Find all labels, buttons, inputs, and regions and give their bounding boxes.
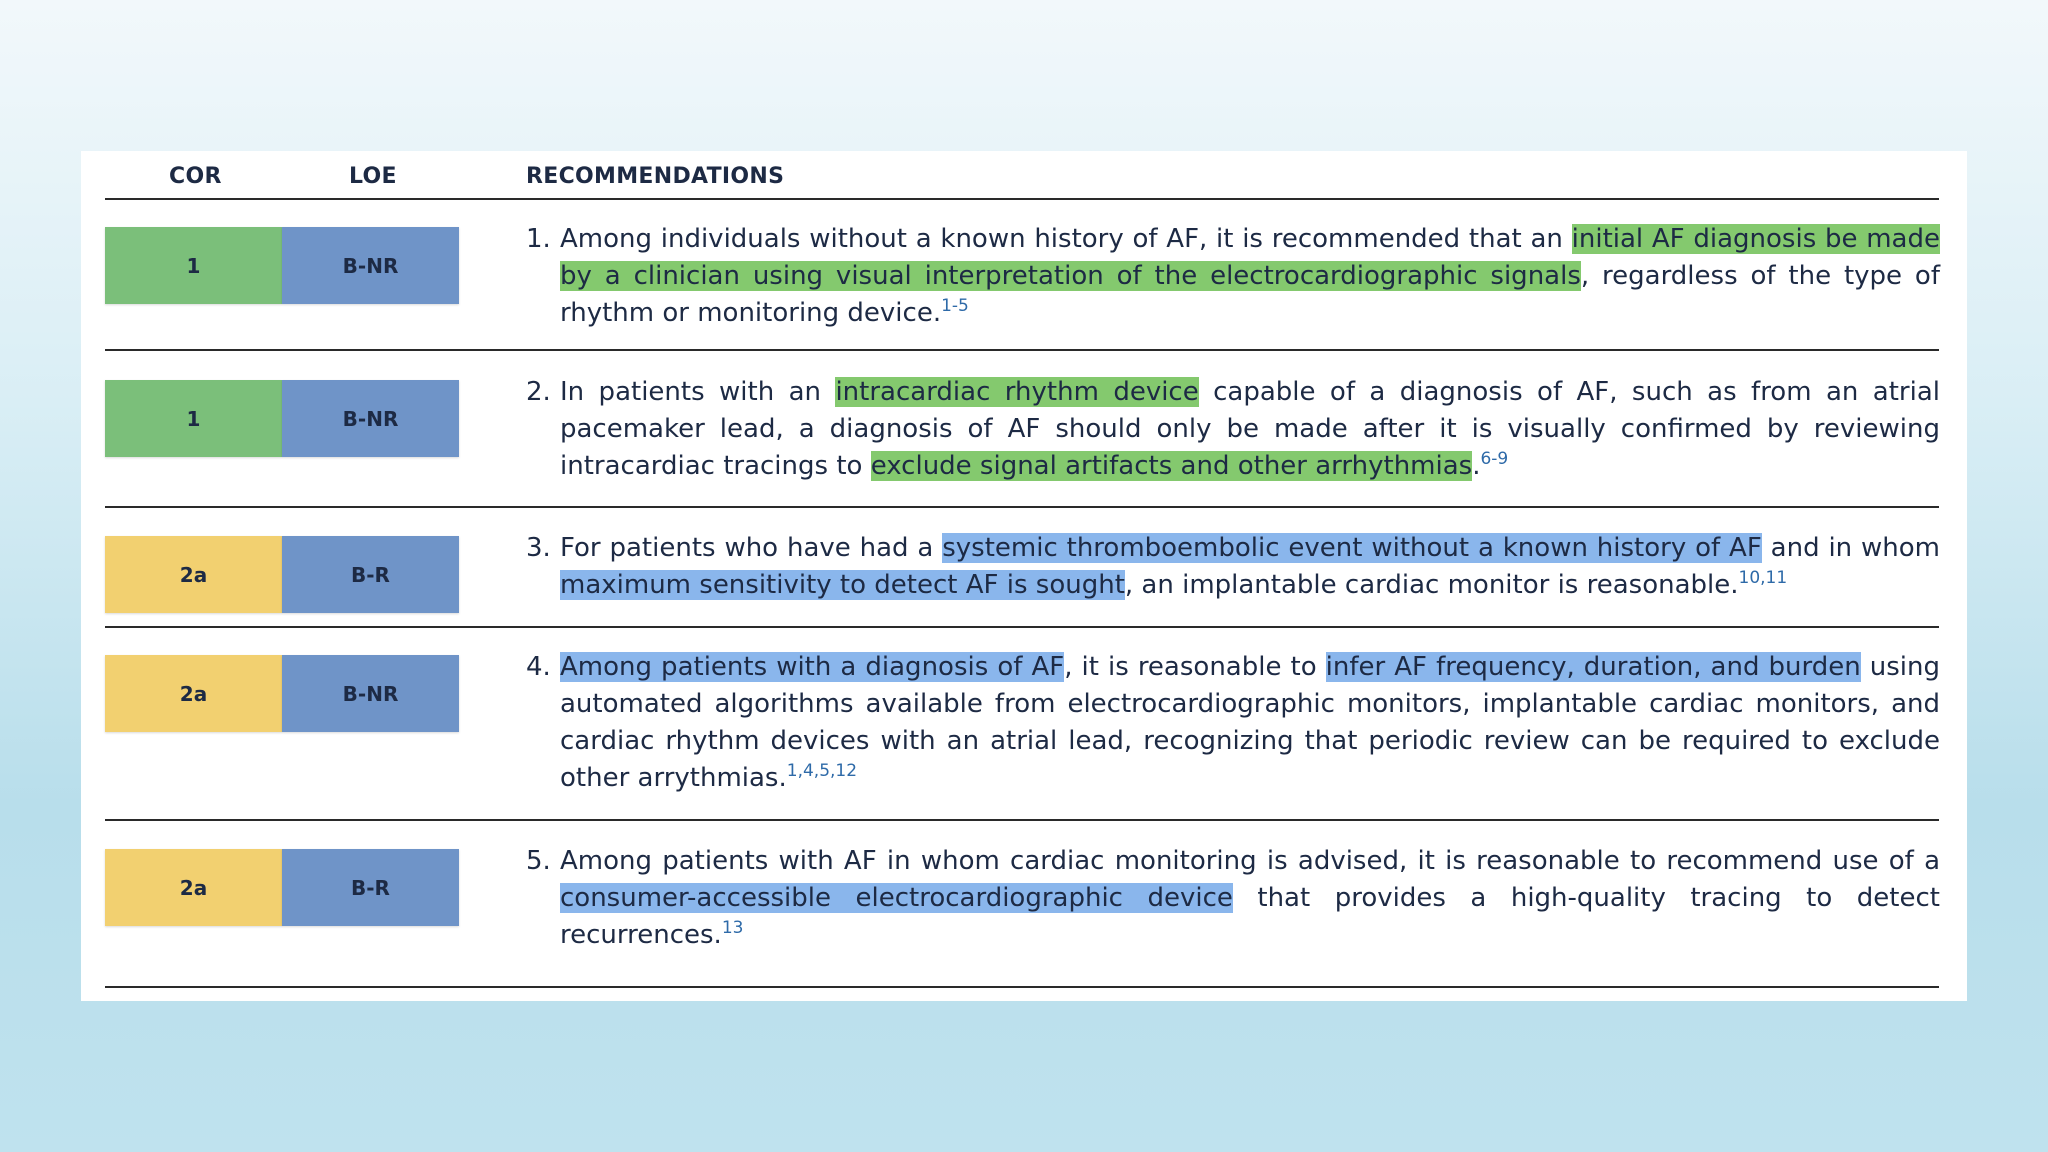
- text-segment: , it is reasonable to: [1064, 652, 1326, 682]
- row-divider: [105, 349, 1939, 351]
- cor-badge: 2a: [105, 655, 282, 732]
- recommendation-number: 5.: [526, 846, 551, 876]
- recommendation-text: [560, 843, 1940, 954]
- table-header: [81, 151, 1967, 199]
- text-segment: that provides a high-quality tracing to detect recurrences.: [560, 883, 1940, 950]
- text-segment: In patients with an: [560, 377, 836, 407]
- highlighted-text: systemic thromboembolic event without a known history of AF: [942, 533, 1762, 563]
- cor-badge: 2a: [105, 536, 282, 613]
- text-segment: Among individuals without a known history of AF, it is recommended that an: [560, 224, 1572, 254]
- text-segment: using automated algorithms available from electrocardiographic monitors, implantable cardiac monitors, and cardiac rhythm devices with an atrial lead, recognizing that periodic review can be required to exclude other arrythmias.: [560, 652, 1940, 793]
- recommendation-text: [560, 221, 1940, 332]
- highlighted-text: infer AF frequency, duration, and burden: [1325, 652, 1861, 682]
- highlighted-text: intracardiac rhythm device: [835, 377, 1199, 407]
- header-recommendations: RECOMMENDATIONS: [526, 164, 785, 189]
- highlighted-text: exclude signal artifacts and other arrhythmias: [870, 451, 1473, 481]
- text-segment: .: [1472, 451, 1481, 481]
- highlighted-text: Among patients with a diagnosis of AF: [560, 652, 1065, 682]
- loe-badge: B-NR: [282, 227, 459, 304]
- recommendations-table: [81, 151, 1967, 1001]
- highlighted-text: maximum sensitivity to detect AF is sought: [560, 570, 1125, 600]
- text-segment: Among patients with AF in whom cardiac monitoring is advised, it is reasonable to recommend use of a: [560, 846, 1940, 876]
- cor-badge: 1: [105, 380, 282, 457]
- citation-reference: 1,4,5,12: [786, 761, 858, 781]
- citation-reference: 6-9: [1480, 449, 1509, 469]
- loe-badge: B-R: [282, 849, 459, 926]
- highlighted-text: initial AF diagnosis be made by a clinician using visual interpretation of the electrocardiographic signals: [560, 224, 1940, 291]
- recommendation-text: [560, 649, 1940, 797]
- text-segment: , an implantable cardiac monitor is reasonable.: [1124, 570, 1739, 600]
- citation-reference: 1-5: [941, 296, 969, 316]
- row-divider: [105, 626, 1939, 628]
- text-segment: capable of a diagnosis of AF, such as from an atrial pacemaker lead, a diagnosis of AF should only be made after it is visually confirmed by reviewing intracardiac tracings to: [560, 377, 1940, 481]
- table-bottom-divider: [105, 986, 1939, 988]
- loe-badge: B-NR: [282, 655, 459, 732]
- recommendation-text: [560, 530, 1940, 604]
- text-segment: For patients who have had a: [560, 533, 943, 563]
- text-segment: , regardless of the type of rhythm or monitoring device.: [560, 261, 1940, 328]
- citation-reference: 10,11: [1738, 568, 1788, 588]
- header-loe: LOE: [349, 164, 397, 189]
- cor-badge: 1: [105, 227, 282, 304]
- row-divider: [105, 819, 1939, 821]
- header-divider: [105, 198, 1939, 200]
- recommendation-number: 2.: [526, 377, 551, 407]
- text-segment: and in whom: [1761, 533, 1941, 563]
- recommendation-number: 3.: [526, 533, 551, 563]
- highlighted-text: consumer-accessible electrocardiographic device: [560, 883, 1233, 913]
- loe-badge: B-NR: [282, 380, 459, 457]
- recommendation-number: 1.: [526, 224, 551, 254]
- header-cor: COR: [169, 164, 222, 189]
- loe-badge: B-R: [282, 536, 459, 613]
- recommendation-number: 4.: [526, 652, 551, 682]
- row-divider: [105, 506, 1939, 508]
- citation-reference: 13: [721, 918, 744, 938]
- cor-badge: 2a: [105, 849, 282, 926]
- recommendation-text: [560, 374, 1940, 485]
